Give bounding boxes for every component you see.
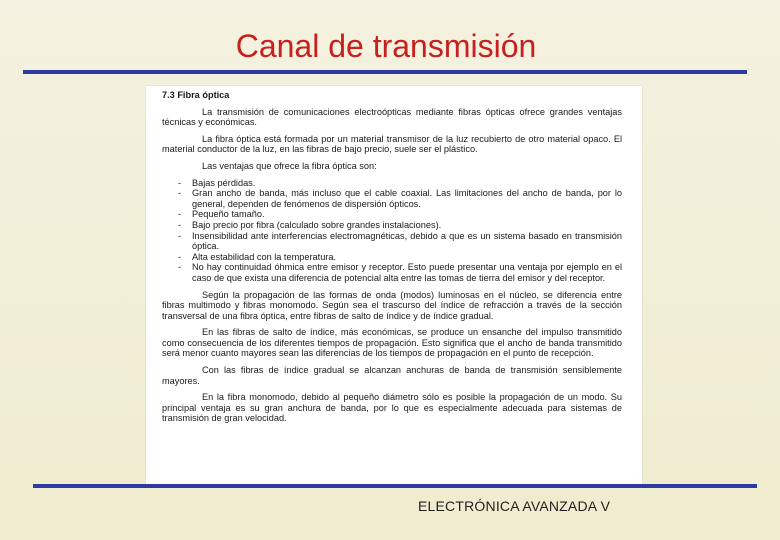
paragraph-advantages-lead: Las ventajas que ofrece la fibra óptica son: (202, 160, 377, 171)
top-divider (23, 70, 747, 74)
list-item: - Alta estabilidad con la temperatura. (192, 252, 622, 263)
list-item: - Insensibilidad ante interferencias electromagnéticas, debido a que es un sistema basado en transmisión óptica. (192, 231, 622, 252)
slide-title: Canal de transmisión (235, 28, 537, 64)
paragraph-modes: Según la propagación de las formas de onda (modos) luminosas en el núcleo, se diferencia entre fibras multimodo y fibras monomodo. Según sea el trascurso del índice de refracción a través de la sección transversal de una fibra óptica, entre fibras de salto de índice y de índice gradual. (162, 289, 622, 321)
list-item: - Bajas pérdidas. (192, 178, 622, 189)
list-item: - Pequeño tamaño. (192, 209, 622, 220)
list-item: - Gran ancho de banda, más incluso que el cable coaxial. Las limitaciones del ancho de banda, por lo general, dependen de fenómenos de dispersión ópticos. (192, 188, 622, 209)
bottom-divider (33, 484, 757, 488)
paragraph-definition: La fibra óptica está formada por un material transmisor de la luz recubierto de otro material opaco. El material conductor de la luz, en las fibras de bajo precio, suele ser el plástico. (162, 133, 622, 155)
paragraph-graded-index: Con las fibras de índice gradual se alcanzan anchuras de banda de transmisión sensiblemente mayores. (162, 365, 622, 386)
document-body (162, 90, 622, 430)
paragraph-intro: La transmisión de comunicaciones electroópticas mediante fibras ópticas ofrece grandes ventajas técnicas y económicas. (162, 106, 622, 128)
list-item: - Bajo precio por fibra (calculado sobre grandes instalaciones). (192, 220, 622, 231)
paragraph-step-index: En las fibras de salto de índice, más económicas, se produce un ensanche del impulso transmitido como consecuencia de los diferentes tiempos de propagación. Esto significa que el ancho de banda transmitido será menor cuanto mayores sean las diferencias de los tiempos de propagación en el punto de recepción. (162, 327, 622, 359)
section-heading: 7.3 Fibra óptica (162, 90, 230, 100)
scanned-document (146, 86, 642, 484)
slide-footer: ELECTRÓNICA AVANZADA V (418, 498, 611, 514)
list-item: - No hay continuidad óhmica entre emisor y receptor. Esto puede presentar una ventaja por ejemplo en el caso de que exista una diferencia de potencial alta entre las tomas de tierra del emisor y del receptor. (192, 262, 622, 283)
advantages-list (162, 178, 622, 284)
paragraph-monomode: En la fibra monomodo, debido al pequeño diámetro sólo es posible la propagación de un modo. Su principal ventaja es su gran anchura de banda, por lo que es especialmente adecuada para sistemas de transmisión de gran velocidad. (162, 392, 622, 424)
